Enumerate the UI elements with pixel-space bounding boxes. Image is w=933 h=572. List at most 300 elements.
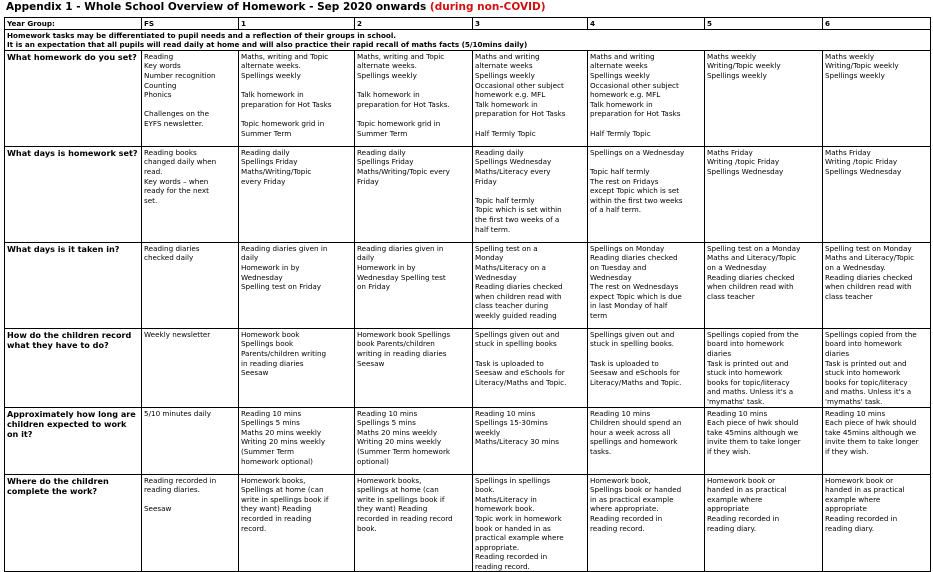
header-col-3: 3 bbox=[473, 18, 588, 30]
cell-text-line: class teacher bbox=[707, 291, 755, 301]
cell-text-line: (Summer Term bbox=[241, 446, 295, 456]
cell-what-days-set-2 bbox=[355, 146, 473, 242]
cell-how-record-6 bbox=[823, 328, 931, 407]
cell-text-line: Reading 10 mins bbox=[475, 408, 536, 418]
cell-text-line: Reading diaries checked bbox=[825, 272, 913, 282]
cell-text-line: example where bbox=[825, 494, 881, 504]
cell-text-line: and maths. Unless it's a bbox=[825, 387, 912, 397]
cell-text-line: Spellings in spellings bbox=[475, 475, 551, 485]
cell-text-line: Maths/Writing/Topic every bbox=[357, 166, 450, 176]
cell-text-line: changed daily when bbox=[144, 157, 217, 167]
cell-text-line: Half Termly Topic bbox=[590, 128, 651, 138]
cell-text-line: recorded in reading bbox=[241, 513, 312, 523]
page-title bbox=[6, 1, 546, 13]
header-col-2: 2 bbox=[355, 18, 473, 30]
cell-text-line: Homework in by bbox=[357, 262, 416, 272]
cell-text-line: alternate weeks bbox=[590, 61, 648, 71]
cell-text-line: Writing /topic Friday bbox=[825, 157, 898, 167]
cell-text-line: read. bbox=[144, 166, 163, 176]
cell-text-line: Spellings Wednesday bbox=[707, 166, 784, 176]
cell-text-line: Wednesday bbox=[590, 272, 632, 282]
cell-what-days-set-4 bbox=[588, 146, 705, 242]
cell-how-record-1 bbox=[239, 328, 355, 407]
cell-text-line: when children read with bbox=[825, 282, 912, 292]
cell-text-line: Writing 20 mins weekly bbox=[357, 437, 442, 447]
cell-spacer bbox=[475, 186, 585, 196]
cell-text-line: Talk homework in bbox=[357, 90, 420, 100]
cell-text-line: practical example where bbox=[475, 533, 564, 543]
cell-text-line: Homework books, bbox=[357, 475, 422, 485]
cell-how-long-3 bbox=[473, 407, 588, 474]
cell-text-line: Half Termly Topic bbox=[475, 128, 536, 138]
cell-text-line: Spellings given out and bbox=[475, 329, 560, 339]
cell-text-line: Topic half termly bbox=[590, 166, 650, 176]
cell-text-line: Talk homework in bbox=[241, 90, 304, 100]
cell-text-line: Spellings book bbox=[241, 339, 294, 349]
cell-text-line: preparation for Hot Tasks bbox=[241, 99, 332, 109]
cell-text-line: Spellings at home (can bbox=[241, 485, 324, 495]
cell-text-line: Spellings Friday bbox=[241, 157, 298, 167]
cell-text-line: Spellings on Monday bbox=[590, 243, 665, 253]
cell-text-line: Friday bbox=[357, 176, 379, 186]
cell-text-line: Reading diaries checked bbox=[475, 282, 563, 292]
cell-text-line: if they wish. bbox=[825, 446, 869, 456]
cell-where-complete-1 bbox=[239, 474, 355, 572]
cell-text-line: 'mymaths' task. bbox=[825, 396, 883, 406]
cell-where-complete-4 bbox=[588, 474, 705, 572]
cell-text-line: Topic homework grid in bbox=[357, 118, 441, 128]
cell-text-line: half term. bbox=[475, 224, 511, 234]
cell-text-line: Maths and Literacy/Topic bbox=[825, 253, 915, 263]
cell-text-line: homework optional) bbox=[241, 456, 313, 466]
cell-text-line: Spellings copied from the bbox=[707, 329, 799, 339]
cell-how-record-3 bbox=[473, 328, 588, 407]
cell-text-line: in as practical example bbox=[590, 494, 674, 504]
cell-text-line: ready for the next bbox=[144, 186, 209, 196]
cell-text-line: preparation for Hot Tasks bbox=[475, 109, 566, 119]
cell-text-line: on a Wednesday. bbox=[825, 262, 886, 272]
cell-what-days-taken-in-4 bbox=[588, 242, 705, 328]
cell-text-line: board into homework bbox=[825, 339, 902, 349]
cell-text-line: within the first two weeks bbox=[590, 195, 683, 205]
cell-text-line: Occasional other subject bbox=[475, 80, 564, 90]
cell-text-line: reading diary. bbox=[707, 523, 757, 533]
cell-text-line: The rest on Wednesdays bbox=[590, 282, 679, 292]
notes-row bbox=[5, 29, 931, 50]
cell-text-line: if they wish. bbox=[707, 446, 751, 456]
cell-text-line: stuck in spelling books. bbox=[590, 339, 675, 349]
cell-text-line: Friday bbox=[475, 176, 497, 186]
cell-text-line: recorded in reading record bbox=[357, 513, 453, 523]
cell-text-line: Spellings weekly bbox=[590, 70, 650, 80]
notes-cell bbox=[5, 29, 931, 50]
cell-what-days-taken-in-5 bbox=[705, 242, 823, 328]
cell-text-line: Maths/Literacy 30 mins bbox=[475, 437, 559, 447]
cell-text-line: appropriate bbox=[825, 504, 867, 514]
cell-text-line: Spellings copied from the bbox=[825, 329, 917, 339]
cell-text-line: on Tuesday and bbox=[590, 262, 647, 272]
cell-text-line: Maths, writing and Topic bbox=[241, 51, 329, 61]
header-col-6: 6 bbox=[823, 18, 931, 30]
cell-text-line: Monday bbox=[475, 253, 504, 263]
row-question: Where do the children complete the work? bbox=[5, 474, 142, 572]
cell-text-line: Spellings weekly bbox=[475, 70, 535, 80]
cell-text-line: Key words bbox=[144, 61, 181, 71]
note-differentiation: Homework tasks may be differentiated to pupil needs and a reflection of their groups in school. bbox=[7, 30, 397, 40]
cell-what-days-set-5 bbox=[705, 146, 823, 242]
cell-text-line: Maths and Literacy/Topic bbox=[707, 253, 797, 263]
cell-text-line: Literacy/Maths and Topic. bbox=[475, 377, 567, 387]
cell-text-line: Reading diaries checked bbox=[590, 253, 678, 263]
cell-text-line: take 45mins although we bbox=[707, 427, 798, 437]
cell-text-line: Reading bbox=[144, 51, 174, 61]
cell-what-days-taken-in-2 bbox=[355, 242, 473, 328]
cell-how-record-fs bbox=[142, 328, 239, 407]
cell-text-line: EYFS newsletter. bbox=[144, 118, 204, 128]
cell-text-line: Spellings Wednesday bbox=[825, 166, 902, 176]
cell-text-line: Homework book or bbox=[825, 475, 894, 485]
cell-text-line: checked daily bbox=[144, 253, 194, 263]
cell-text-line: book or handed in as bbox=[475, 523, 551, 533]
cell-text-line: appropriate bbox=[707, 504, 749, 514]
cell-text-line: daily bbox=[241, 253, 259, 263]
cell-text-line: Maths/Literacy on a bbox=[475, 262, 546, 272]
cell-text-line: daily bbox=[357, 253, 375, 263]
cell-text-line: when children read with bbox=[475, 291, 562, 301]
cell-text-line: stuck into homework bbox=[707, 368, 783, 378]
cell-text-line: Maths 20 mins weekly bbox=[357, 427, 438, 437]
cell-text-line: Reading recorded in bbox=[707, 513, 780, 523]
cell-text-line: Reading daily bbox=[475, 147, 524, 157]
cell-text-line: Counting bbox=[144, 80, 177, 90]
cell-text-line: term bbox=[590, 310, 608, 320]
cell-text-line: on Friday bbox=[357, 282, 391, 292]
cell-text-line: Maths, writing and Topic bbox=[357, 51, 445, 61]
cell-text-line: record. bbox=[241, 523, 267, 533]
cell-spacer bbox=[590, 119, 702, 129]
cell-text-line: Spellings 15-30mins bbox=[475, 418, 548, 428]
cell-where-complete-2 bbox=[355, 474, 473, 572]
cell-text-line: Seesaw and eSchools for bbox=[475, 368, 565, 378]
cell-text-line: invite them to take longer bbox=[707, 437, 801, 447]
cell-what-homework-3 bbox=[473, 50, 588, 146]
cell-text-line: books for topic/literacy bbox=[825, 377, 908, 387]
cell-text-line: Spellings Wednesday bbox=[475, 157, 552, 167]
cell-text-line: spellings at home (can bbox=[357, 485, 439, 495]
cell-text-line: homework e.g. MFL bbox=[475, 90, 546, 100]
cell-what-homework-1 bbox=[239, 50, 355, 146]
cell-text-line: Number recognition bbox=[144, 70, 216, 80]
cell-text-line: reading record. bbox=[475, 561, 530, 571]
cell-spacer bbox=[144, 495, 236, 505]
cell-text-line: book Parents/children bbox=[357, 339, 435, 349]
row-question: How do the children record what they have to do? bbox=[5, 328, 142, 407]
cell-text-line: Writing/Topic weekly bbox=[707, 61, 781, 71]
cell-text-line: when children read with bbox=[707, 282, 794, 292]
cell-how-long-2 bbox=[355, 407, 473, 474]
cell-text-line: Spellings 5 mins bbox=[241, 418, 300, 428]
cell-text-line: Wednesday bbox=[241, 272, 283, 282]
cell-what-days-taken-in-6 bbox=[823, 242, 931, 328]
cell-what-days-taken-in-fs bbox=[142, 242, 239, 328]
cell-text-line: book. bbox=[475, 485, 495, 495]
cell-text-line: Reading books bbox=[144, 147, 197, 157]
page-title-main: Appendix 1 - Whole School Overview of Homework - Sep 2020 onwards bbox=[6, 1, 427, 13]
cell-text-line: Each piece of hwk should bbox=[825, 418, 917, 428]
cell-where-complete-6 bbox=[823, 474, 931, 572]
cell-text-line: preparation for Hot Tasks. bbox=[357, 99, 450, 109]
cell-text-line: Maths weekly bbox=[707, 51, 757, 61]
cell-text-line: handed in as practical bbox=[825, 485, 905, 495]
cell-text-line: Literacy/Maths and Topic. bbox=[590, 377, 682, 387]
cell-how-record-4 bbox=[588, 328, 705, 407]
cell-text-line: stuck into homework bbox=[825, 368, 901, 378]
row-question: Approximately how long are children expected to work on it? bbox=[5, 407, 142, 474]
cell-text-line: Spellings book or handed bbox=[590, 485, 682, 495]
cell-text-line: and maths. Unless it's a bbox=[707, 387, 794, 397]
cell-spacer bbox=[475, 349, 585, 359]
cell-text-line: Spellings weekly bbox=[825, 70, 885, 80]
cell-text-line: Topic half termly bbox=[475, 195, 535, 205]
row-what-days-set bbox=[5, 146, 931, 242]
cell-text-line: Maths weekly bbox=[825, 51, 875, 61]
cell-text-line: Summer Term bbox=[241, 128, 292, 138]
cell-what-homework-fs bbox=[142, 50, 239, 146]
cell-text-line: reading diary. bbox=[825, 523, 875, 533]
cell-text-line: appropriate. bbox=[475, 542, 520, 552]
cell-text-line: Key words – when bbox=[144, 176, 209, 186]
cell-text-line: diaries bbox=[825, 348, 850, 358]
cell-text-line: book. bbox=[357, 523, 377, 533]
cell-text-line: Topic work in homework bbox=[475, 513, 562, 523]
cell-what-days-taken-in-1 bbox=[239, 242, 355, 328]
cell-text-line: alternate weeks. bbox=[357, 61, 417, 71]
cell-text-line: Maths Friday bbox=[707, 147, 753, 157]
cell-how-long-1 bbox=[239, 407, 355, 474]
cell-text-line: diaries bbox=[707, 348, 732, 358]
cell-text-line: Reading diaries checked bbox=[707, 272, 795, 282]
cell-text-line: Reading 10 mins bbox=[357, 408, 418, 418]
cell-text-line: Spelling test on Monday bbox=[825, 243, 912, 253]
cell-text-line: weekly guided reading bbox=[475, 310, 557, 320]
cell-text-line: expect Topic which is due bbox=[590, 291, 682, 301]
cell-text-line: spellings and homework bbox=[590, 437, 678, 447]
cell-what-homework-6 bbox=[823, 50, 931, 146]
cell-text-line: Reading diaries given in bbox=[357, 243, 444, 253]
header-col-5: 5 bbox=[705, 18, 823, 30]
cell-text-line: Reading recorded in bbox=[825, 513, 898, 523]
cell-text-line: stuck in spelling books bbox=[475, 339, 557, 349]
cell-text-line: except Topic which is set bbox=[590, 186, 680, 196]
cell-text-line: Spellings on a Wednesday bbox=[590, 147, 685, 157]
cell-text-line: Spellings Friday bbox=[357, 157, 414, 167]
cell-text-line: Topic which is set within bbox=[475, 205, 562, 215]
cell-text-line: Homework in by bbox=[241, 262, 300, 272]
cell-text-line: handed in as practical bbox=[707, 485, 787, 495]
cell-text-line: Topic homework grid in bbox=[241, 118, 325, 128]
cell-text-line: books for topic/literacy bbox=[707, 377, 790, 387]
cell-text-line: optional) bbox=[357, 456, 389, 466]
row-what-days-taken-in bbox=[5, 242, 931, 328]
cell-text-line: Spellings weekly bbox=[707, 70, 767, 80]
cell-what-days-taken-in-3 bbox=[473, 242, 588, 328]
cell-text-line: Reading 10 mins bbox=[825, 408, 886, 418]
cell-spacer bbox=[590, 349, 702, 359]
cell-text-line: Maths/Literacy in bbox=[475, 494, 537, 504]
header-col-fs: FS bbox=[142, 18, 239, 30]
cell-text-line: homework book. bbox=[475, 504, 535, 514]
row-where-complete bbox=[5, 474, 931, 572]
cell-text-line: Seesaw bbox=[241, 368, 269, 378]
cell-text-line: weekly bbox=[475, 427, 501, 437]
cell-text-line: Task is printed out and bbox=[707, 358, 789, 368]
cell-text-line: in last Monday of half bbox=[590, 301, 668, 311]
cell-text-line: Maths/Literacy every bbox=[475, 166, 551, 176]
cell-text-line: reading record. bbox=[590, 523, 645, 533]
cell-text-line: example where bbox=[707, 494, 763, 504]
cell-text-line: take 45mins although we bbox=[825, 427, 916, 437]
homework-overview-table bbox=[4, 17, 931, 572]
cell-how-long-fs bbox=[142, 407, 239, 474]
cell-text-line: hour a week across all bbox=[590, 427, 671, 437]
row-what-homework bbox=[5, 50, 931, 146]
cell-how-long-4 bbox=[588, 407, 705, 474]
header-col-4: 4 bbox=[588, 18, 705, 30]
cell-text-line: 5/10 minutes daily bbox=[144, 408, 212, 418]
cell-text-line: Task is uploaded to bbox=[590, 358, 659, 368]
cell-text-line: Talk homework in bbox=[590, 99, 653, 109]
cell-text-line: Reading daily bbox=[357, 147, 406, 157]
cell-text-line: Wednesday bbox=[475, 272, 517, 282]
cell-text-line: writing in reading diaries bbox=[357, 348, 447, 358]
cell-where-complete-5 bbox=[705, 474, 823, 572]
cell-text-line: Reading 10 mins bbox=[707, 408, 768, 418]
cell-text-line: set. bbox=[144, 195, 158, 205]
cell-text-line: Occasional other subject bbox=[590, 80, 679, 90]
cell-text-line: The rest on Fridays bbox=[590, 176, 659, 186]
cell-text-line: Homework book, bbox=[590, 475, 651, 485]
cell-text-line: Maths 20 mins weekly bbox=[241, 427, 322, 437]
header-row bbox=[5, 18, 931, 30]
cell-text-line: Maths/Writing/Topic bbox=[241, 166, 312, 176]
cell-text-line: Task is uploaded to bbox=[475, 358, 544, 368]
cell-text-line: where appropriate. bbox=[590, 504, 659, 514]
cell-spacer bbox=[357, 109, 470, 119]
row-how-long bbox=[5, 407, 931, 474]
cell-text-line: Seesaw and eSchools for bbox=[590, 368, 680, 378]
cell-how-long-6 bbox=[823, 407, 931, 474]
cell-text-line: Spelling test on a bbox=[475, 243, 538, 253]
cell-text-line: board into homework bbox=[707, 339, 784, 349]
cell-text-line: preparation for Hot Tasks bbox=[590, 109, 681, 119]
cell-text-line: Wednesday Spelling test bbox=[357, 272, 446, 282]
cell-text-line: alternate weeks. bbox=[241, 61, 301, 71]
cell-text-line: (Summer Term homework bbox=[357, 446, 451, 456]
cell-text-line: Each piece of hwk should bbox=[707, 418, 799, 428]
cell-text-line: Writing 20 mins weekly bbox=[241, 437, 326, 447]
cell-text-line: Spellings weekly bbox=[357, 70, 417, 80]
cell-text-line: Maths and writing bbox=[590, 51, 655, 61]
cell-how-record-5 bbox=[705, 328, 823, 407]
cell-how-record-2 bbox=[355, 328, 473, 407]
cell-text-line: Homework book Spellings bbox=[357, 329, 451, 339]
cell-text-line: Spelling test on Friday bbox=[241, 282, 322, 292]
cell-text-line: Reading 10 mins bbox=[241, 408, 302, 418]
cell-text-line: Homework books, bbox=[241, 475, 306, 485]
cell-text-line: Spelling test on a Monday bbox=[707, 243, 801, 253]
cell-text-line: Parents/children writing bbox=[241, 348, 327, 358]
cell-text-line: write in spellings book if bbox=[241, 494, 329, 504]
cell-what-days-set-3 bbox=[473, 146, 588, 242]
cell-what-homework-2 bbox=[355, 50, 473, 146]
cell-text-line: every Friday bbox=[241, 176, 286, 186]
cell-text-line: they want) Reading bbox=[241, 504, 312, 514]
cell-text-line: Maths Friday bbox=[825, 147, 871, 157]
note-daily-reading: It is an expectation that all pupils will read daily at home and will also practice their rapid recall of maths facts (5/10mins daily) bbox=[7, 40, 528, 50]
row-question: What homework do you set? bbox=[5, 50, 142, 146]
page-title-highlight: (during non-COVID) bbox=[429, 1, 546, 13]
cell-text-line: Reading diaries bbox=[144, 243, 200, 253]
cell-what-homework-5 bbox=[705, 50, 823, 146]
cell-text-line: on a Wednesday bbox=[707, 262, 767, 272]
row-question: What days is it taken in? bbox=[5, 242, 142, 328]
cell-text-line: class teacher during bbox=[475, 301, 549, 311]
cell-text-line: Writing /topic Friday bbox=[707, 157, 780, 167]
cell-text-line: alternate weeks bbox=[475, 61, 533, 71]
cell-text-line: Seesaw bbox=[357, 358, 385, 368]
cell-text-line: Reading recorded in bbox=[475, 552, 548, 562]
cell-text-line: Reading daily bbox=[241, 147, 290, 157]
cell-text-line: Reading diaries given in bbox=[241, 243, 328, 253]
cell-spacer bbox=[241, 81, 352, 91]
cell-text-line: Spellings weekly bbox=[241, 70, 301, 80]
cell-where-complete-3 bbox=[473, 474, 588, 572]
cell-text-line: Children should spend an bbox=[590, 418, 682, 428]
cell-text-line: Reading recorded in bbox=[144, 475, 217, 485]
cell-text-line: Talk homework in bbox=[475, 99, 538, 109]
cell-spacer bbox=[357, 81, 470, 91]
cell-text-line: Spellings given out and bbox=[590, 329, 675, 339]
row-how-record bbox=[5, 328, 931, 407]
cell-spacer bbox=[475, 119, 585, 129]
cell-text-line: in reading diaries bbox=[241, 358, 304, 368]
cell-where-complete-fs bbox=[142, 474, 239, 572]
row-question: What days is homework set? bbox=[5, 146, 142, 242]
cell-text-line: reading diaries. bbox=[144, 485, 200, 495]
cell-text-line: Homework book bbox=[241, 329, 300, 339]
cell-spacer bbox=[590, 157, 702, 167]
cell-text-line: write in spellings book if bbox=[357, 494, 445, 504]
cell-spacer bbox=[241, 109, 352, 119]
cell-text-line: Reading recorded in bbox=[590, 513, 663, 523]
header-col-1: 1 bbox=[239, 18, 355, 30]
cell-text-line: Homework book or bbox=[707, 475, 776, 485]
cell-text-line: Seesaw bbox=[144, 504, 172, 514]
cell-how-long-5 bbox=[705, 407, 823, 474]
cell-text-line: Phonics bbox=[144, 90, 172, 100]
cell-spacer bbox=[144, 100, 236, 110]
cell-text-line: Writing/Topic weekly bbox=[825, 61, 899, 71]
cell-text-line: Spellings 5 mins bbox=[357, 418, 416, 428]
cell-text-line: they want) Reading bbox=[357, 504, 428, 514]
cell-text-line: homework e.g. MFL bbox=[590, 90, 661, 100]
cell-text-line: Maths and writing bbox=[475, 51, 540, 61]
cell-text-line: the first two weeks of a bbox=[475, 214, 560, 224]
cell-text-line: invite them to take longer bbox=[825, 437, 919, 447]
cell-text-line: Reading 10 mins bbox=[590, 408, 651, 418]
cell-what-days-set-6 bbox=[823, 146, 931, 242]
cell-text-line: Weekly newsletter bbox=[144, 329, 211, 339]
